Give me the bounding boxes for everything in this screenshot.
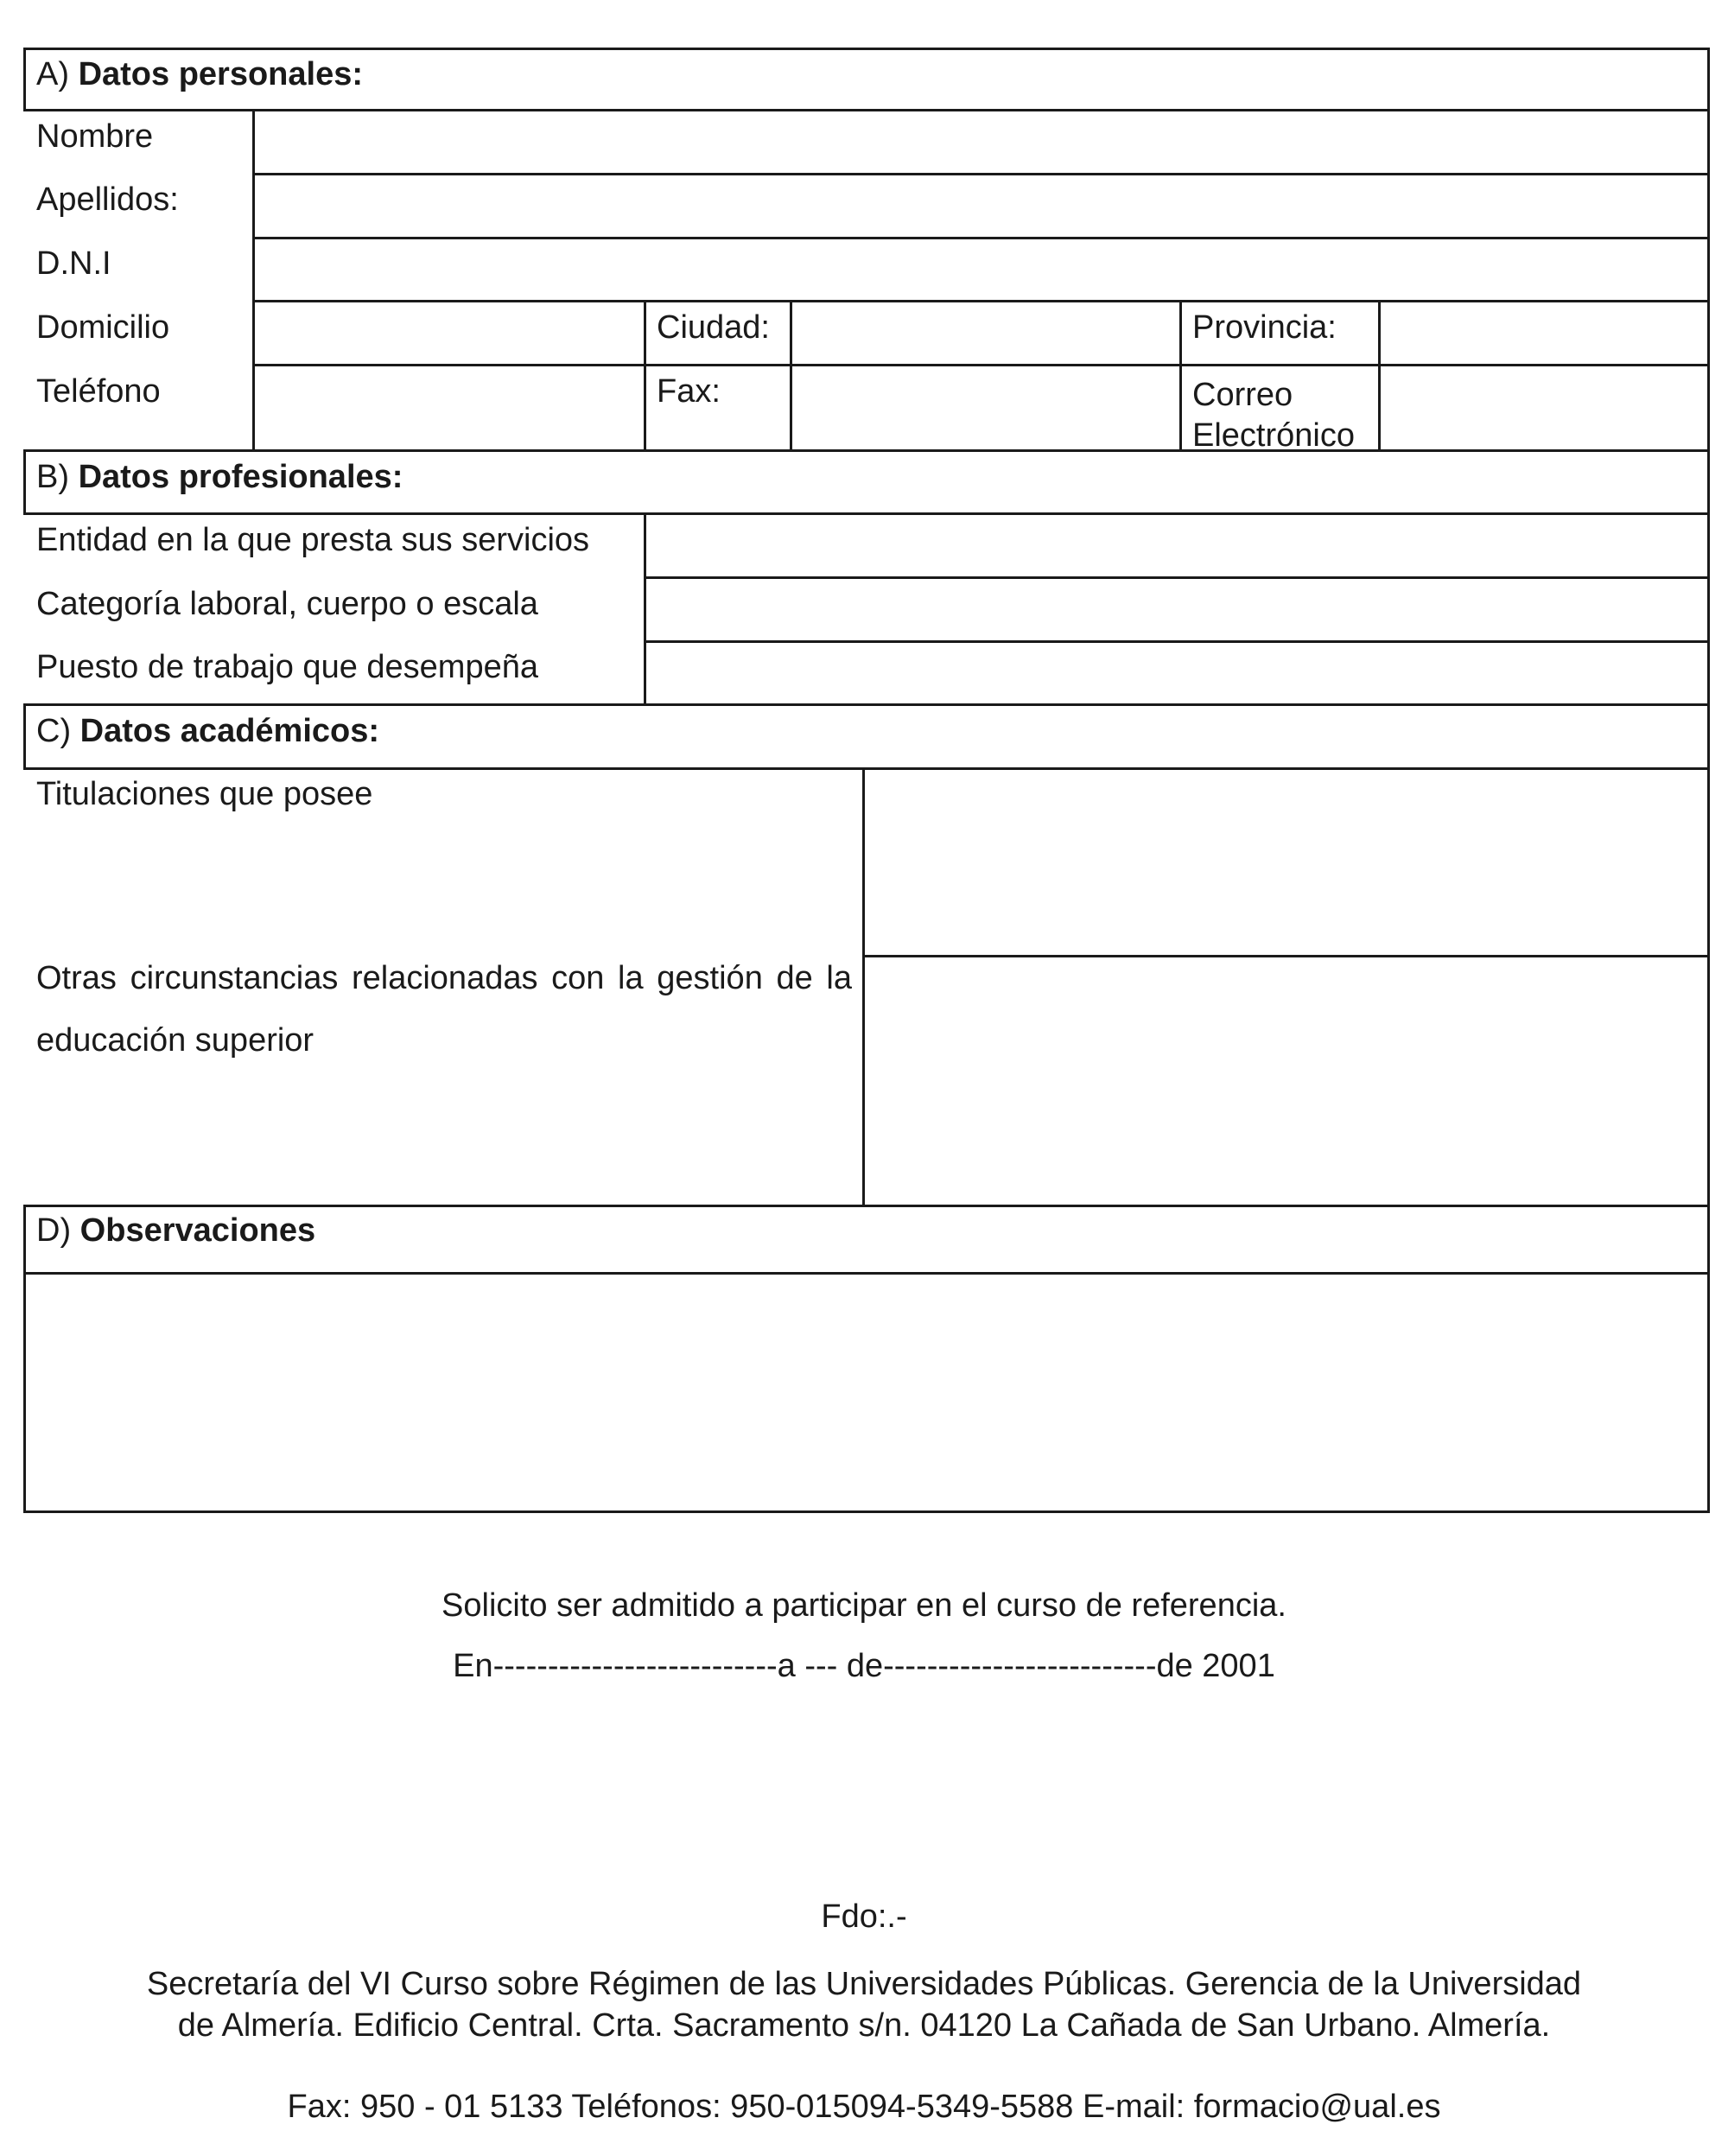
label-fax: Fax: bbox=[657, 373, 721, 410]
section-d-header bbox=[36, 1214, 315, 1247]
section-b-header bbox=[36, 461, 403, 493]
section-c-title: Datos académicos: bbox=[79, 713, 380, 749]
label-ciudad: Ciudad: bbox=[657, 309, 770, 346]
section-b-letter: B) bbox=[36, 459, 69, 495]
label-provincia: Provincia: bbox=[1192, 309, 1337, 346]
section-d-title: Observaciones bbox=[79, 1212, 316, 1249]
field-observaciones[interactable] bbox=[27, 1275, 1706, 1509]
firma-label: Fdo:.- bbox=[821, 1898, 907, 1935]
label-correo-line2: Electrónico bbox=[1192, 417, 1355, 454]
secretaria-address bbox=[0, 1963, 1728, 2046]
field-titulaciones[interactable] bbox=[866, 771, 1706, 953]
section-d-letter: D) bbox=[36, 1212, 72, 1249]
label-dni: D.N.I bbox=[36, 245, 111, 282]
label-telefono: Teléfono bbox=[36, 373, 161, 410]
label-apellidos: Apellidos: bbox=[36, 181, 179, 218]
section-a-header bbox=[36, 58, 363, 91]
field-provincia[interactable] bbox=[1382, 303, 1706, 362]
section-c-header bbox=[36, 715, 379, 747]
field-entidad[interactable] bbox=[647, 516, 1706, 575]
fecha-line: En--------------------------a --- de-------------------------de 2001 bbox=[453, 1648, 1275, 1684]
label-puesto: Puesto de trabajo que desempeña bbox=[36, 649, 538, 685]
field-telefono[interactable] bbox=[256, 367, 642, 448]
section-c-letter: C) bbox=[36, 713, 72, 749]
section-b-title: Datos profesionales: bbox=[78, 459, 403, 495]
field-dni[interactable] bbox=[256, 240, 1706, 299]
field-fax[interactable] bbox=[793, 367, 1178, 448]
label-titulaciones: Titulaciones que posee bbox=[36, 776, 373, 812]
label-nombre: Nombre bbox=[36, 118, 154, 155]
field-nombre[interactable] bbox=[256, 112, 1706, 171]
secretaria-line1: Secretaría del VI Curso sobre Régimen de las Universidades Públicas. Gerencia de la Universidad bbox=[146, 1966, 1582, 2002]
contacto-line: Fax: 950 - 01 5133 Teléfonos: 950-015094-5349-5588 E-mail: formacio@ual.es bbox=[287, 2089, 1441, 2125]
field-otras-circunstancias[interactable] bbox=[866, 958, 1706, 1203]
section-a-title: Datos personales: bbox=[78, 56, 364, 92]
label-domicilio: Domicilio bbox=[36, 309, 170, 346]
field-categoria[interactable] bbox=[647, 580, 1706, 639]
field-domicilio[interactable] bbox=[256, 303, 642, 362]
solicitud-text: Solicito ser admitido a participar en el curso de referencia. bbox=[442, 1587, 1286, 1624]
label-correo-line1: Correo bbox=[1192, 377, 1293, 413]
field-apellidos[interactable] bbox=[256, 176, 1706, 235]
section-a-letter: A) bbox=[36, 56, 69, 92]
field-puesto[interactable] bbox=[647, 644, 1706, 702]
label-categoria: Categoría laboral, cuerpo o escala bbox=[36, 586, 538, 622]
label-otras-circunstancias: Otras circunstancias relacionadas con la gestión de la educación superior bbox=[36, 960, 852, 1059]
label-correo bbox=[1192, 375, 1355, 456]
field-correo[interactable] bbox=[1382, 367, 1706, 448]
label-entidad: Entidad en la que presta sus servicios bbox=[36, 522, 590, 558]
field-ciudad[interactable] bbox=[793, 303, 1178, 362]
secretaria-line2: de Almería. Edificio Central. Crta. Sacramento s/n. 04120 La Cañada de San Urbano. Almería. bbox=[177, 2007, 1551, 2044]
